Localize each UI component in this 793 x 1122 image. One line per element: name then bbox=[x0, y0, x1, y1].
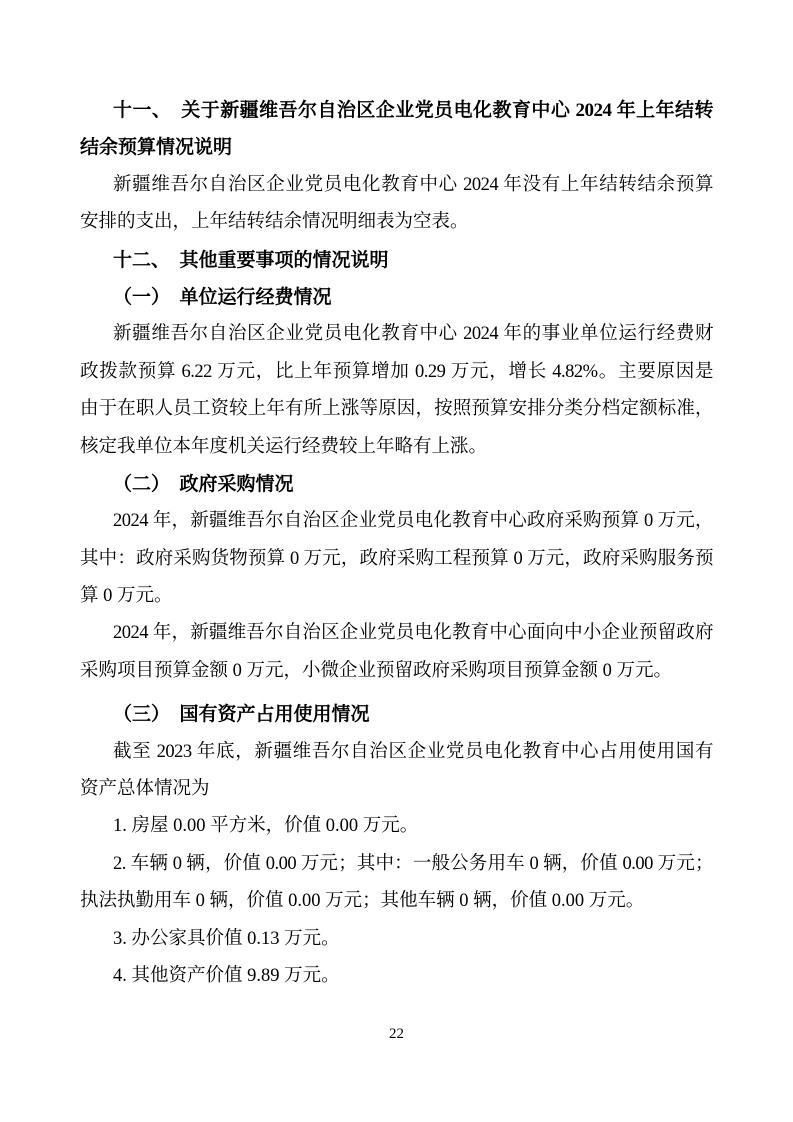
section-11-heading-line-2: 结余预算情况说明 bbox=[80, 137, 233, 159]
subsection-1-paragraph-line-1: 新疆维吾尔自治区企业党员电化教育中心 2024 年的事业单位运行经费财 bbox=[113, 324, 713, 345]
section-12-heading: 十二、 其他重要事项的情况说明 bbox=[113, 249, 389, 271]
subsection-3-heading: （三） 国有资产占用使用情况 bbox=[113, 704, 370, 726]
page-number: 22 bbox=[389, 1026, 404, 1042]
section-11-heading-line-1: 十一、 关于新疆维吾尔自治区企业党员电化教育中心 2024 年上年结转 bbox=[113, 100, 713, 121]
subsection-2-heading: （二） 政府采购情况 bbox=[113, 473, 294, 495]
section-11-paragraph-line-2: 安排的支出，上年结转结余情况明细表为空表。 bbox=[80, 212, 469, 233]
subsection-2-paragraph1-line-2: 其中：政府采购货物预算 0 万元，政府采购工程预算 0 万元，政府采购服务预 bbox=[80, 548, 713, 569]
asset-item-vehicles-line-1: 2. 车辆 0 辆，价值 0.00 万元；其中：一般公务用车 0 辆，价值 0.00 万元； bbox=[113, 853, 713, 874]
subsection-2-paragraph1-line-3: 算 0 万元。 bbox=[80, 586, 173, 607]
subsection-1-paragraph-line-2: 政拨款预算 6.22 万元，比上年预算增加 0.29 万元，增长 4.82%。主要原因是 bbox=[80, 361, 713, 382]
subsection-1-heading: （一） 单位运行经费情况 bbox=[113, 286, 332, 308]
asset-item-other: 4. 其他资产价值 9.89 万元。 bbox=[113, 965, 340, 986]
asset-item-furniture: 3. 办公家具价值 0.13 万元。 bbox=[113, 928, 340, 949]
subsection-3-paragraph-line-1: 截至 2023 年底，新疆维吾尔自治区企业党员电化教育中心占用使用国有 bbox=[113, 741, 713, 762]
asset-item-vehicles-line-2: 执法执勤用车 0 辆，价值 0.00 万元；其他车辆 0 辆，价值 0.00 万元。 bbox=[80, 891, 645, 912]
subsection-2-paragraph2-line-1: 2024 年，新疆维吾尔自治区企业党员电化教育中心面向中小企业预留政府 bbox=[113, 623, 713, 644]
asset-item-housing: 1. 房屋 0.00 平方米，价值 0.00 万元。 bbox=[113, 816, 419, 837]
section-11-paragraph-line-1: 新疆维吾尔自治区企业党员电化教育中心 2024 年没有上年结转结余预算 bbox=[113, 174, 713, 195]
subsection-1-paragraph-line-4: 核定我单位本年度机关运行经费较上年略有上涨。 bbox=[80, 436, 488, 457]
subsection-3-paragraph-line-2: 资产总体情况为 bbox=[80, 779, 210, 800]
subsection-1-paragraph-line-3: 由于在职人员工资较上年有所上涨等原因，按照预算安排分类分档定额标准， bbox=[80, 399, 713, 420]
subsection-2-paragraph1-line-1: 2024 年，新疆维吾尔自治区企业党员电化教育中心政府采购预算 0 万元， bbox=[113, 511, 713, 532]
subsection-2-paragraph2-line-2: 采购项目预算金额 0 万元，小微企业预留政府采购项目预算金额 0 万元。 bbox=[80, 660, 673, 681]
document-body bbox=[80, 92, 713, 995]
